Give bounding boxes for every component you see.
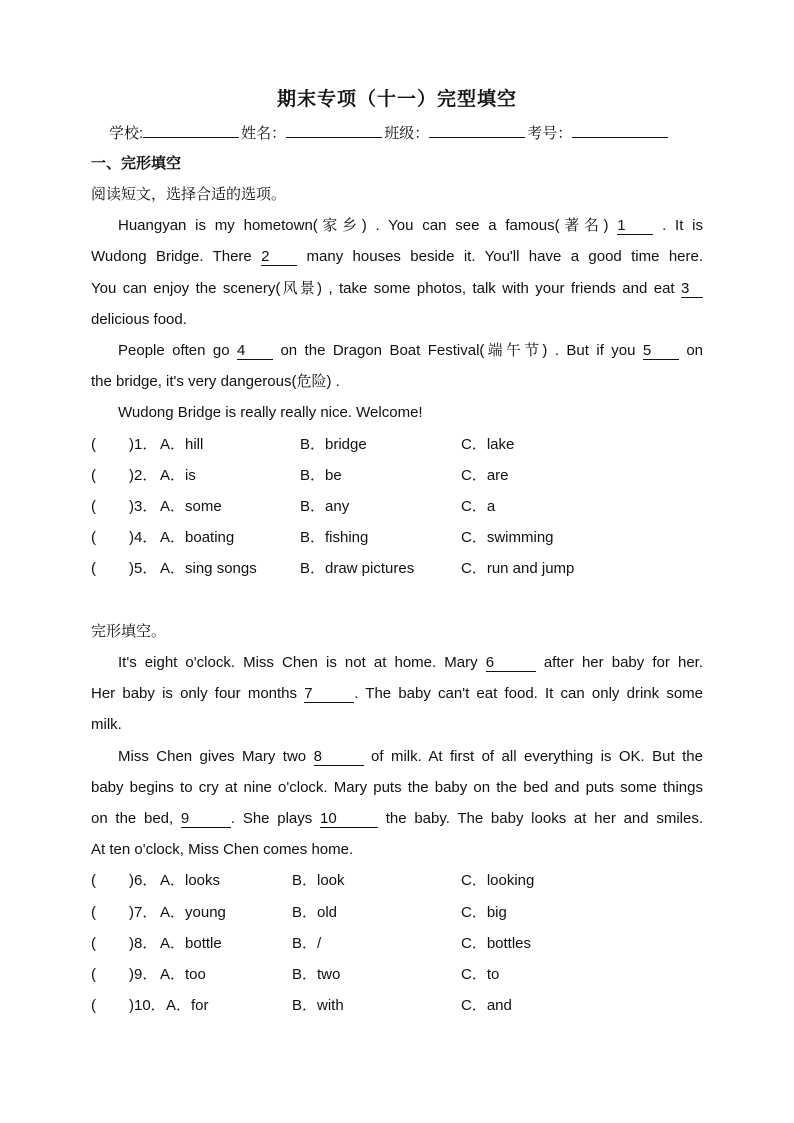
question-row: ( )9． A．too B．two C．to bbox=[91, 966, 500, 983]
passage5-line4: At ten o'clock, Miss Chen comes home. bbox=[91, 841, 354, 858]
question-row: ( )4． A．boating B．fishing C．swimming bbox=[91, 529, 554, 546]
school-field[interactable] bbox=[143, 123, 239, 138]
exam-number-field[interactable] bbox=[572, 123, 668, 138]
question-row: ( )7． A．young B．old C．big bbox=[91, 904, 507, 921]
question-row: ( )2． A．is B．be C．are bbox=[91, 467, 509, 484]
passage1-line2: Wudong Bridge. There 2 many houses beside it. You'll have a good time here. bbox=[91, 248, 704, 265]
passage5-line2: baby begins to cry at nine o'clock. Mary puts the baby on the bed and puts some things bbox=[91, 779, 703, 796]
option-b[interactable]: B．two bbox=[292, 966, 341, 983]
option-c[interactable]: C．are bbox=[461, 467, 509, 484]
option-b[interactable]: B．/ bbox=[292, 935, 322, 952]
question-number: )10． bbox=[129, 997, 166, 1014]
page-title: 期末专项（十一）完型填空 bbox=[276, 89, 517, 110]
blank-8[interactable]: 8 bbox=[314, 749, 364, 766]
option-c[interactable]: C．big bbox=[461, 904, 507, 921]
passage2-line1: People often go 4 on the Dragon Boat Festival(端午节) . But if you 5 on bbox=[118, 342, 703, 359]
option-b[interactable]: B．be bbox=[300, 467, 342, 484]
option-a[interactable]: A．looks bbox=[160, 872, 221, 889]
blank-7[interactable]: 7 bbox=[304, 686, 354, 703]
section1-instruction: 阅读短文，选择合适的选项。 bbox=[91, 186, 287, 203]
question-number: )6． bbox=[129, 872, 158, 889]
question-number: )4． bbox=[129, 529, 158, 546]
passage4-line3: milk. bbox=[91, 716, 122, 733]
option-a[interactable]: A．young bbox=[160, 904, 226, 921]
question-number: )8． bbox=[129, 935, 158, 952]
option-a[interactable]: A．for bbox=[166, 997, 209, 1014]
class-label: 班级： bbox=[384, 125, 430, 142]
option-c[interactable]: C．looking bbox=[461, 872, 535, 889]
passage1-line4: delicious food. bbox=[91, 311, 187, 328]
blank-1[interactable]: 1 bbox=[617, 218, 653, 235]
question-row: ( )3． A．some B．any C．a bbox=[91, 498, 496, 515]
question-number: )9． bbox=[129, 966, 158, 983]
option-c[interactable]: C．and bbox=[461, 997, 512, 1014]
blank-10[interactable]: 10 bbox=[320, 811, 378, 828]
option-c[interactable]: C．a bbox=[461, 498, 496, 515]
question-number: )3． bbox=[129, 498, 158, 515]
passage1-line1: Huangyan is my hometown(家乡) . You can see a famous(著名) 1 . It is bbox=[118, 217, 703, 234]
option-a[interactable]: A．is bbox=[160, 467, 196, 484]
name-label: 姓名： bbox=[241, 125, 287, 142]
passage1-line3: You can enjoy the scenery(风景) , take some photos, talk with your friends and eat 3 bbox=[91, 279, 703, 299]
question-number: )7． bbox=[129, 904, 158, 921]
passage4-line2: Her baby is only four months 7 . The baby can't eat food. It can only drink some bbox=[91, 685, 703, 702]
question-number: )1． bbox=[129, 436, 158, 453]
question-row: ( )10． A．for B．with C．and bbox=[91, 997, 512, 1014]
option-a[interactable]: A．sing songs bbox=[160, 560, 257, 577]
section2-instruction: 完形填空。 bbox=[91, 623, 167, 640]
blank-5[interactable]: 5 bbox=[643, 343, 679, 360]
question-row: ( )1． A．hill B．bridge C．lake bbox=[91, 436, 515, 453]
option-b[interactable]: B．any bbox=[300, 498, 350, 515]
option-b[interactable]: B．draw pictures bbox=[300, 560, 415, 577]
blank-3[interactable]: 3 bbox=[681, 281, 703, 298]
passage5-line1: Miss Chen gives Mary two 8 of milk. At first of all everything is OK. But the bbox=[118, 748, 703, 765]
option-b[interactable]: B．with bbox=[292, 997, 344, 1014]
question-row: ( )8． A．bottle B．/ C．bottles bbox=[91, 935, 532, 952]
option-a[interactable]: A．too bbox=[160, 966, 206, 983]
passage4-line1: It's eight o'clock. Miss Chen is not at home. Mary 6 after her baby for her. bbox=[118, 654, 704, 671]
option-c[interactable]: C．lake bbox=[461, 436, 515, 453]
student-info-row bbox=[109, 122, 670, 143]
question-row: ( )6． A．looks B．look C．looking bbox=[91, 872, 535, 889]
passage2-line2: the bridge, it's very dangerous(危险) . bbox=[91, 373, 340, 390]
option-c[interactable]: C．run and jump bbox=[461, 560, 575, 577]
question-number: )5． bbox=[129, 560, 158, 577]
question-row: ( )5． A．sing songs B．draw pictures C．run and jump bbox=[91, 560, 575, 577]
option-b[interactable]: B．fishing bbox=[300, 529, 369, 546]
question-number: )2． bbox=[129, 467, 158, 484]
option-b[interactable]: B．bridge bbox=[300, 436, 367, 453]
option-c[interactable]: C．swimming bbox=[461, 529, 554, 546]
exam-number-label: 考号： bbox=[527, 125, 573, 142]
option-a[interactable]: A．bottle bbox=[160, 935, 222, 952]
passage5-line3: on the bed, 9 . She plays 10 the baby. The baby looks at her and smiles. bbox=[91, 810, 703, 827]
option-c[interactable]: C．bottles bbox=[461, 935, 532, 952]
blank-9[interactable]: 9 bbox=[181, 811, 231, 828]
option-b[interactable]: B．look bbox=[292, 872, 345, 889]
section1-heading: 一、完形填空 bbox=[91, 155, 182, 172]
option-a[interactable]: A．some bbox=[160, 498, 222, 515]
option-b[interactable]: B．old bbox=[292, 904, 338, 921]
blank-4[interactable]: 4 bbox=[237, 343, 273, 360]
option-c[interactable]: C．to bbox=[461, 966, 500, 983]
blank-6[interactable]: 6 bbox=[486, 655, 536, 672]
class-field[interactable] bbox=[429, 123, 525, 138]
option-a[interactable]: A．boating bbox=[160, 529, 235, 546]
school-label: 学校: bbox=[109, 125, 144, 142]
passage3-line1: Wudong Bridge is really really nice. Welcome! bbox=[118, 404, 423, 421]
option-a[interactable]: A．hill bbox=[160, 436, 204, 453]
blank-2[interactable]: 2 bbox=[261, 249, 297, 266]
name-field[interactable] bbox=[286, 123, 382, 138]
